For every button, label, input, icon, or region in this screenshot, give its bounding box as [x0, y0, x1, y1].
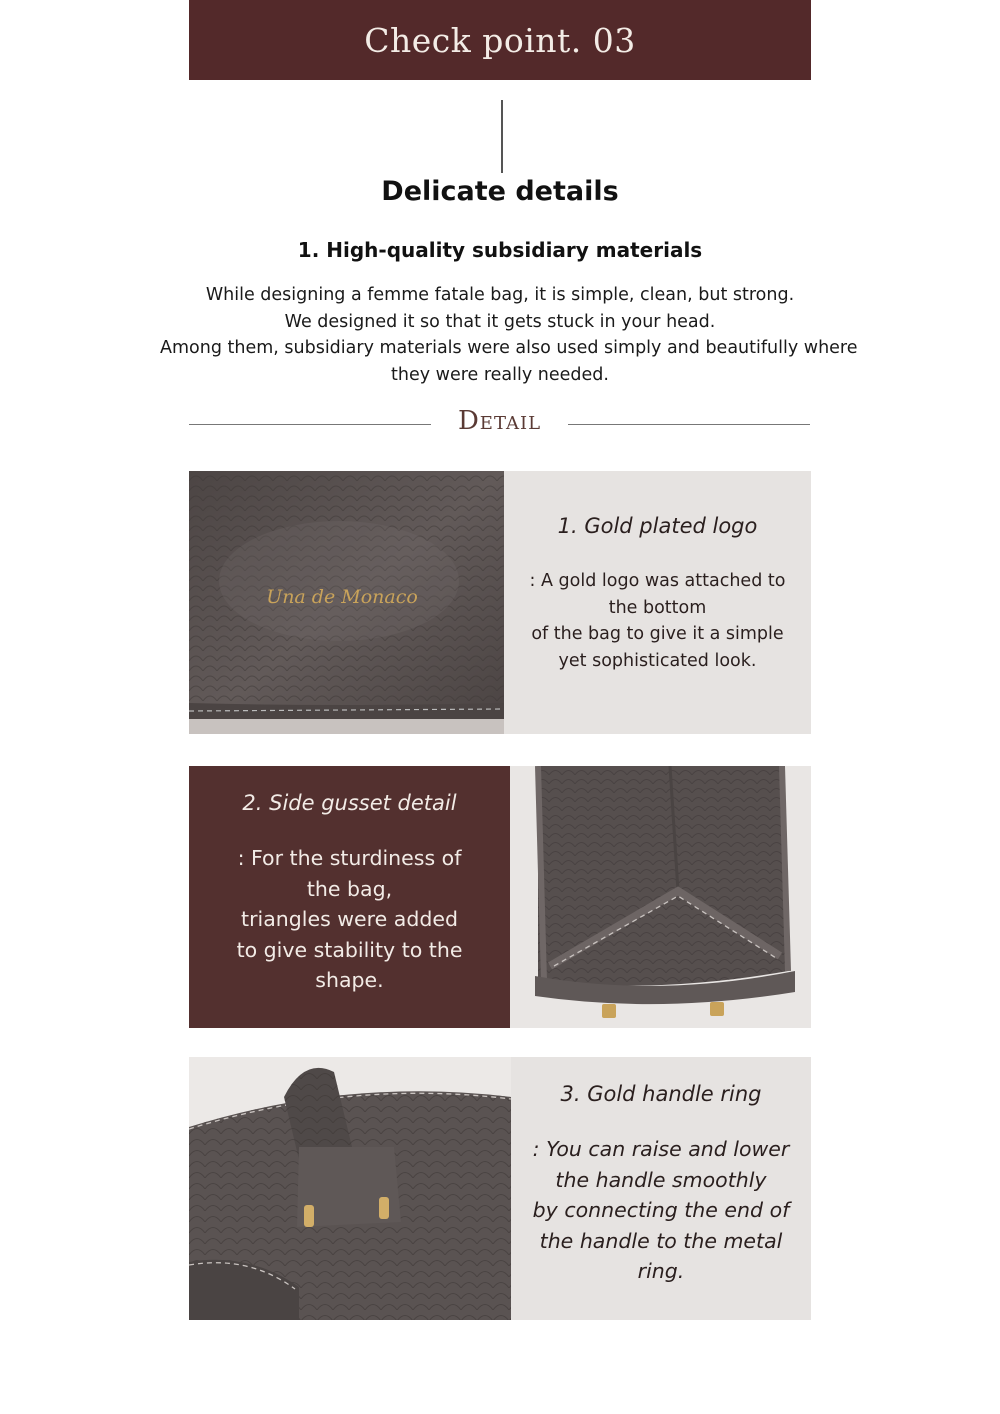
page-title: Check point. 03	[364, 20, 636, 60]
intro-line: they were really needed.	[391, 364, 609, 385]
detail-label: Detail	[457, 406, 542, 436]
detail-body	[530, 568, 786, 674]
detail-body-line: shape.	[315, 968, 384, 992]
intro-line: While designing a femme fatale bag, it is simple, clean, but strong.	[205, 285, 795, 305]
vertical-divider	[501, 100, 503, 173]
intro-line: We designed it so that it gets stuck in your head.	[284, 311, 716, 332]
header-band	[189, 0, 811, 80]
detail-title: 2. Side gusset detail	[242, 791, 457, 815]
detail-body-line: triangles were added	[241, 907, 458, 931]
detail-title: 3. Gold handle ring	[560, 1082, 762, 1106]
detail-card-side-gusset	[189, 766, 510, 1028]
detail-body-line: of the bag to give it a simple	[531, 624, 784, 644]
detail-title: 1. Gold plated logo	[557, 514, 758, 538]
divider-rule-right	[568, 424, 810, 425]
detail-body-line: to give stability to the	[236, 937, 463, 962]
detail-body	[237, 843, 463, 996]
detail-card-handle-ring	[511, 1057, 811, 1320]
detail-body-line: : For the sturdiness of	[237, 846, 462, 870]
intro-paragraph	[160, 282, 858, 388]
intro-line: Among them, subsidiary materials were also used simply and beautifully where	[160, 338, 858, 358]
detail-body-line: : A gold logo was attached to	[529, 571, 786, 591]
section-heading: Delicate details	[381, 176, 619, 207]
section-subheading: 1. High-quality subsidiary materials	[297, 238, 703, 262]
detail-body-line: ring.	[637, 1259, 685, 1283]
handle-ring-photo	[189, 1057, 511, 1320]
detail-body-line: the handle to the metal	[539, 1228, 783, 1253]
detail-body-line: by connecting the end of	[532, 1198, 790, 1222]
detail-body-line: the bottom	[608, 597, 707, 618]
detail-card-gold-logo	[504, 471, 811, 734]
logo-text: Una de Monaco	[266, 586, 418, 608]
gold-logo-photo	[189, 471, 504, 734]
side-gusset-photo	[510, 766, 811, 1028]
detail-body-line: : You can raise and lower	[532, 1137, 790, 1161]
divider-rule-left	[189, 424, 431, 425]
detail-body-line: the bag,	[306, 876, 393, 901]
detail-body	[533, 1134, 790, 1287]
detail-body-line: yet sophisticated look.	[558, 650, 757, 671]
detail-body-line: the handle smoothly	[555, 1167, 767, 1192]
